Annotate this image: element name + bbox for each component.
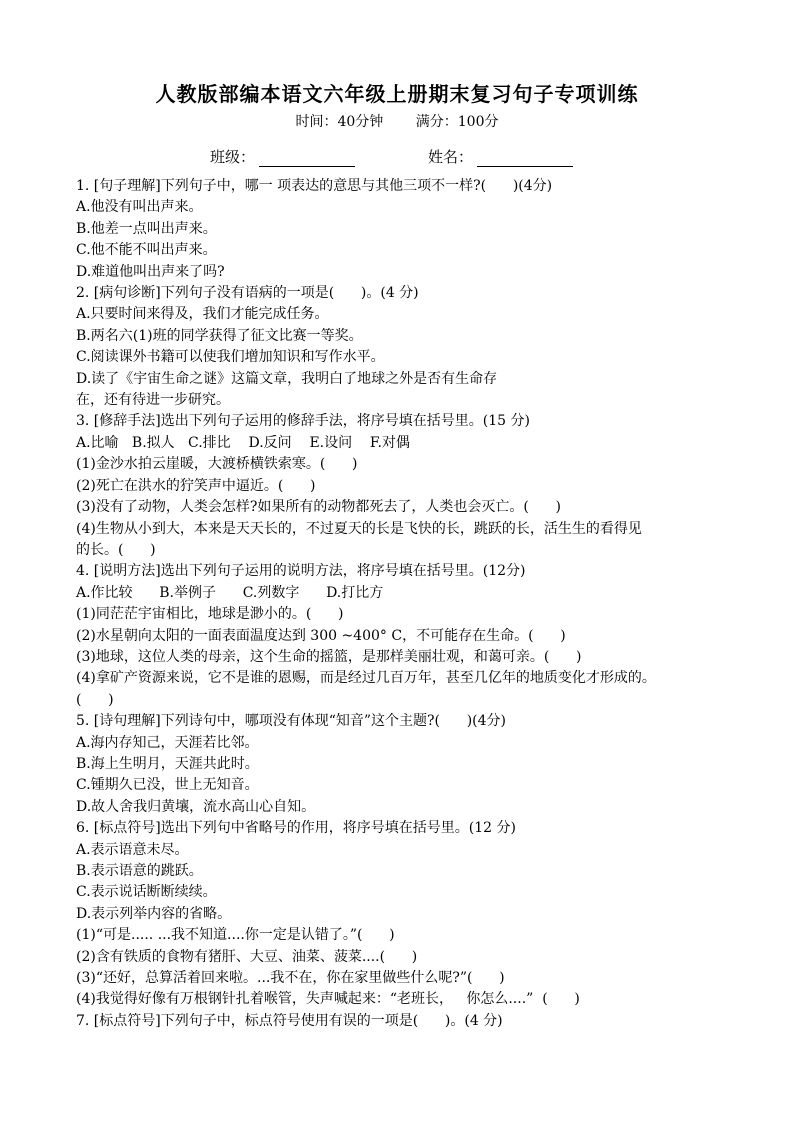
question-line: D.故人舍我归黄壤，流水高山心自知。: [76, 798, 316, 815]
question-line: (3)“还好，总算活着回来啦。...我不在，你在家里做些什么呢?”( ): [76, 970, 505, 987]
question-line: ( ): [76, 691, 114, 708]
question-line: (1)“可是..... ...我不知道....你一定是认错了。”( ): [76, 927, 395, 944]
question-line: A.比喻 B.拟人 C.排比 D.反问 E.设问 F.对偶: [76, 434, 410, 451]
question-line: 的长。( ): [76, 541, 156, 558]
question-line: D.表示列举内容的省略。: [76, 905, 232, 922]
question-line: B.他差一点叫出声来。: [76, 220, 217, 237]
full-score: 满分：100分: [415, 114, 499, 130]
question-line: 7. [标点符号]下列句子中，标点符号使用有误的一项是( )。(4 分): [76, 1012, 503, 1029]
question-line: C.阅读课外书籍可以使我们增加知识和写作水平。: [76, 349, 385, 366]
question-line: 在，还有待进一步研究。: [76, 392, 230, 409]
name-blank[interactable]: [477, 150, 573, 167]
question-line: A.作比较 B.举例子 C.列数字 D.打比方: [76, 584, 384, 601]
name-field: [428, 146, 573, 167]
question-list: [76, 176, 726, 1032]
question-line: 5. [诗句理解]下列诗句中，哪项没有体现“知音”这个主题?( )(4分): [76, 713, 507, 730]
question-line: (4)拿矿产资源来说，它不是谁的恩赐，而是经过几百万年，甚至几亿年的地质变化才形成的。: [76, 670, 656, 687]
question-line: (2)含有铁质的食物有猪肝、大豆、油菜、菠菜....( ): [76, 948, 418, 965]
question-line: A.海内存知己，天涯若比邻。: [76, 734, 259, 751]
class-label: 班级：: [210, 148, 256, 166]
exam-meta: [0, 111, 794, 131]
question-line: C.锺期久已没，世上无知音。: [76, 777, 259, 794]
question-line: 4. [说明方法]选出下列句子运用的说明方法，将序号填在括号里。(12分): [76, 563, 526, 580]
question-line: (1)金沙水拍云崖暖，大渡桥横铁索寒。( ): [76, 456, 358, 473]
question-line: C.表示说话断断续续。: [76, 884, 217, 901]
question-line: (4)生物从小到大，本来是天天长的，不过夏天的长是飞快的长，跳跃的长，活生生的看得见: [76, 520, 642, 537]
question-line: (2)死亡在洪水的狞笑声中逼近。( ): [76, 477, 316, 494]
class-field: [210, 146, 355, 167]
question-line: D.读了《宇宙生命之谜》这篇文章，我明白了地球之外是否有生命存: [76, 370, 498, 387]
class-blank[interactable]: [259, 150, 355, 167]
question-line: C.他不能不叫出声来。: [76, 242, 217, 259]
question-line: 3. [修辞手法]选出下列句子运用的修辞手法，将序号填在括号里。(15 分): [76, 413, 530, 430]
question-line: B.两名六(1)班的同学获得了征文比赛一等奖。: [76, 327, 363, 344]
question-line: 2. [病句诊断]下列句子没有语病的一项是( )。(4 分): [76, 285, 419, 302]
question-line: A.只要时间来得及，我们才能完成任务。: [76, 306, 329, 323]
question-line: 1. [句子理解]下列句子中，哪一 项表达的意思与其他三项不一样?( )(4分): [76, 178, 553, 194]
question-line: (3)没有了动物，人类会怎样?如果所有的动物都死去了，人类也会灭亡。( ): [76, 499, 561, 516]
question-line: (2)水星朝向太阳的一面表面温度达到 300 ~400° C，不可能存在生命。( ): [76, 627, 566, 644]
question-line: B.表示语意的跳跃。: [76, 863, 203, 879]
question-line: (1)同茫茫宇宙相比，地球是渺小的。( ): [76, 606, 344, 623]
question-line: D.难道他叫出声来了吗?: [76, 263, 225, 280]
time-limit: 时间：40分钟: [295, 114, 384, 130]
page-title: 人教版部编本语文六年级上册期末复习句子专项训练: [155, 82, 639, 106]
question-line: A.表示语意未尽。: [76, 841, 189, 858]
question-line: A.他没有叫出声来。: [76, 199, 203, 216]
question-line: (4)我觉得好像有万根钢针扎着喉管，失声喊起来：“老班长， 你怎么....” ( ): [76, 991, 580, 1008]
question-line: B.海上生明月，天涯共此时。: [76, 755, 259, 772]
question-line: (3)地球，这位人类的母亲，这个生命的摇篮，是那样美丽壮观，和蔼可亲。( ): [76, 648, 582, 665]
question-line: 6. [标点符号]选出下列句中省略号的作用，将序号填在括号里。(12 分): [76, 820, 516, 837]
name-label: 姓名：: [428, 148, 474, 166]
